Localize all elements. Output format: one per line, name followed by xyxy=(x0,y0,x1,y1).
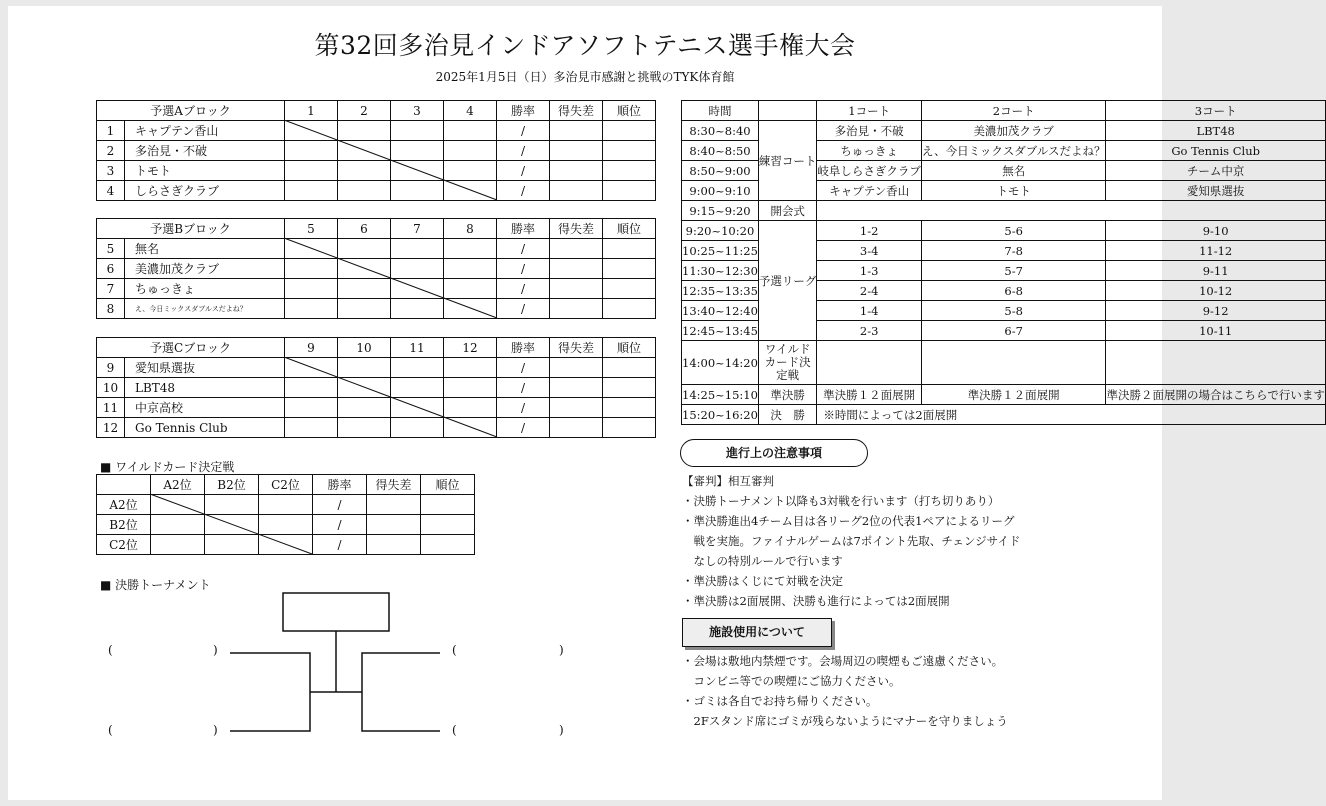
time-cell: 14:00~14:20 xyxy=(682,341,759,385)
court1-cell: 準決勝１２面展開 xyxy=(817,385,922,405)
opening-label: 開会式 xyxy=(758,201,817,221)
court3-cell: 10-11 xyxy=(1106,321,1325,341)
team-name: 無名 xyxy=(125,239,285,259)
note-item: なしの特別ルールで行います xyxy=(682,554,843,568)
court2-cell: 5-8 xyxy=(921,301,1106,321)
court2-header: 2コート xyxy=(921,101,1106,121)
court2-cell: 5-6 xyxy=(921,221,1106,241)
col-header: 8 xyxy=(444,219,497,239)
col-header: 3 xyxy=(391,101,444,121)
col-header: A2位 xyxy=(151,475,205,495)
time-cell: 15:20~16:20 xyxy=(682,405,759,425)
schedule-row xyxy=(682,201,1326,221)
win-rate-cell: / xyxy=(313,495,367,515)
court3-cell: 11-12 xyxy=(1106,241,1325,261)
time-cell: 10:25~11:25 xyxy=(682,241,759,261)
court2-cell: 6-8 xyxy=(921,281,1106,301)
block-name: 予選Bブロック xyxy=(97,219,285,239)
win-rate-cell: / xyxy=(497,141,550,161)
paren-open: ( xyxy=(108,723,113,737)
final-note: ※時間によっては2面展開 xyxy=(817,405,1325,425)
col-header: 5 xyxy=(285,219,338,239)
team-name: 多治見・不破 xyxy=(125,141,285,161)
note-item: ・決勝トーナメント以降も3対戦を行います（打ち切りあり） xyxy=(682,494,1000,508)
team-number: 8 xyxy=(97,299,125,319)
court1-cell: 1-4 xyxy=(817,301,922,321)
goal-diff-header: 得失差 xyxy=(550,101,603,121)
page-subtitle: 2025年1月5日（日）多治見市感謝と挑戦のTYK体育館 xyxy=(435,70,735,84)
court3-header: 3コート xyxy=(1106,101,1325,121)
row-label: A2位 xyxy=(97,495,151,515)
team-name: LBT48 xyxy=(125,378,285,398)
win-rate-cell: / xyxy=(497,121,550,141)
court2-cell: 7-8 xyxy=(921,241,1106,261)
team-number: 9 xyxy=(97,358,125,378)
paren-open: ( xyxy=(108,643,113,657)
paren-close: ) xyxy=(559,643,564,657)
court1-cell: 1-3 xyxy=(817,261,922,281)
schedule-row xyxy=(682,121,1326,141)
win-rate-header: 勝率 xyxy=(497,338,550,358)
facility-item: 2Fスタンド席にゴミが残らないようにマナーを守りましょう xyxy=(682,714,1008,728)
court1-cell: 岐阜しらさぎクラブ xyxy=(817,161,922,181)
team-number: 11 xyxy=(97,398,125,418)
team-number: 12 xyxy=(97,418,125,438)
semi-label: 準決勝 xyxy=(758,385,817,405)
referee-heading: 【審判】相互審判 xyxy=(682,474,774,488)
league-label: 予選リーグ xyxy=(758,221,817,341)
court2-cell: トモト xyxy=(921,181,1106,201)
col-header: 7 xyxy=(391,219,444,239)
team-number: 10 xyxy=(97,378,125,398)
practice-label: 練習コート xyxy=(758,121,817,201)
type-header xyxy=(758,101,817,121)
schedule-header xyxy=(682,101,1326,121)
win-rate-cell: / xyxy=(497,299,550,319)
team-name: ちゅっきょ xyxy=(125,279,285,299)
court2-cell: え、今日ミックスダブルスだよね？ xyxy=(921,141,1106,161)
team-name: え、今日ミックスダブルスだよね？ xyxy=(125,299,285,319)
col-header: C2位 xyxy=(259,475,313,495)
block-name: 予選Aブロック xyxy=(97,101,285,121)
court3-cell: 9-12 xyxy=(1106,301,1325,321)
win-rate-cell: / xyxy=(313,515,367,535)
time-header: 時間 xyxy=(682,101,759,121)
team-name: 美濃加茂クラブ xyxy=(125,259,285,279)
court2-cell: 無名 xyxy=(921,161,1106,181)
win-rate-cell: / xyxy=(497,378,550,398)
block-name: 予選Cブロック xyxy=(97,338,285,358)
time-cell: 8:50~9:00 xyxy=(682,161,759,181)
col-header: 6 xyxy=(338,219,391,239)
team-number: 5 xyxy=(97,239,125,259)
row-label: B2位 xyxy=(97,515,151,535)
note-item: 戦を実施。ファイナルゲームは7ポイント先取、チェンジサイド xyxy=(682,534,1021,548)
time-cell: 8:30~8:40 xyxy=(682,121,759,141)
facility-item: コンビニ等での喫煙にご協力ください。 xyxy=(682,674,901,688)
note-item: ・準決勝は2面展開、決勝も進行によっては2面展開 xyxy=(682,594,950,608)
facility-item: ・会場は敷地内禁煙です。会場周辺の喫煙もご遠慮ください。 xyxy=(682,654,1004,668)
court2-cell: 5-7 xyxy=(921,261,1106,281)
wildcard-heading: ■ ワイルドカード決定戦 xyxy=(100,460,235,474)
win-rate-header: 勝率 xyxy=(497,101,550,121)
court3-cell: 10-12 xyxy=(1106,281,1325,301)
rank-header: 順位 xyxy=(421,475,475,495)
rank-header: 順位 xyxy=(603,101,656,121)
paren-close: ) xyxy=(213,723,218,737)
court1-cell: 1-2 xyxy=(817,221,922,241)
time-cell: 12:35~13:35 xyxy=(682,281,759,301)
time-cell: 9:15~9:20 xyxy=(682,201,759,221)
schedule-row xyxy=(682,405,1326,425)
court1-cell: 2-4 xyxy=(817,281,922,301)
tournament-heading: ■ 決勝トーナメント xyxy=(100,578,211,592)
court1-cell: 3-4 xyxy=(817,241,922,261)
team-number: 3 xyxy=(97,161,125,181)
col-header: 9 xyxy=(285,338,338,358)
time-cell: 9:00~9:10 xyxy=(682,181,759,201)
notes-pill: 進行上の注意事項 xyxy=(680,439,868,467)
time-cell: 13:40~12:40 xyxy=(682,301,759,321)
win-rate-cell: / xyxy=(497,161,550,181)
court2-cell: 準決勝１２面展開 xyxy=(921,385,1106,405)
win-rate-header: 勝率 xyxy=(497,219,550,239)
time-cell: 8:40~8:50 xyxy=(682,141,759,161)
win-rate-cell: / xyxy=(497,181,550,201)
court1-cell: ちゅっきょ xyxy=(817,141,922,161)
paren-open: ( xyxy=(452,643,457,657)
time-cell: 12:45~13:45 xyxy=(682,321,759,341)
court2-cell: 6-7 xyxy=(921,321,1106,341)
team-number: 6 xyxy=(97,259,125,279)
row-label: C2位 xyxy=(97,535,151,555)
win-rate-cell: / xyxy=(497,418,550,438)
court3-cell: 9-10 xyxy=(1106,221,1325,241)
team-number: 2 xyxy=(97,141,125,161)
paren-close: ) xyxy=(559,723,564,737)
court3-cell: 9-11 xyxy=(1106,261,1325,281)
win-rate-cell: / xyxy=(497,398,550,418)
col-header: 10 xyxy=(338,338,391,358)
goal-diff-header: 得失差 xyxy=(550,338,603,358)
rank-header: 順位 xyxy=(603,219,656,239)
win-rate-cell: / xyxy=(497,259,550,279)
court3-cell: Go Tennis Club xyxy=(1106,141,1325,161)
court1-cell: 多治見・不破 xyxy=(817,121,922,141)
win-rate-header: 勝率 xyxy=(313,475,367,495)
page-title: 第32回多治見インドアソフトテニス選手権大会 xyxy=(314,31,856,60)
document-page xyxy=(8,6,1325,800)
team-number: 4 xyxy=(97,181,125,201)
notes-list xyxy=(682,471,1152,611)
win-rate-cell: / xyxy=(313,535,367,555)
team-name: トモト xyxy=(125,161,285,181)
paren-close: ) xyxy=(213,643,218,657)
team-number: 7 xyxy=(97,279,125,299)
court1-cell: キャプテン香山 xyxy=(817,181,922,201)
schedule-block xyxy=(681,100,1326,425)
team-name: 中京高校 xyxy=(125,398,285,418)
team-name: しらさぎクラブ xyxy=(125,181,285,201)
goal-diff-header: 得失差 xyxy=(367,475,421,495)
time-cell: 11:30~12:30 xyxy=(682,261,759,281)
time-cell: 9:20~10:20 xyxy=(682,221,759,241)
note-item: ・準決勝はくじにて対戦を決定 xyxy=(682,574,843,588)
court3-cell: 準決勝２面展開の場合はこちらで行います xyxy=(1106,385,1325,405)
col-header: 2 xyxy=(338,101,391,121)
schedule-row xyxy=(682,221,1326,241)
win-rate-cell: / xyxy=(497,358,550,378)
col-header: 12 xyxy=(444,338,497,358)
facility-item: ・ゴミは各自でお持ち帰りください。 xyxy=(682,694,878,708)
court3-cell: 愛知県選抜 xyxy=(1106,181,1325,201)
paren-open: ( xyxy=(452,723,457,737)
court1-cell: 2-3 xyxy=(817,321,922,341)
col-header: B2位 xyxy=(205,475,259,495)
goal-diff-header: 得失差 xyxy=(550,219,603,239)
col-header: 11 xyxy=(391,338,444,358)
final-label: 決 勝 xyxy=(758,405,817,425)
court1-header: 1コート xyxy=(817,101,922,121)
wildcard-label: ワイルドカード決定戦 xyxy=(758,341,817,385)
win-rate-cell: / xyxy=(497,239,550,259)
facility-label: 施設使用について xyxy=(682,618,832,647)
rank-header: 順位 xyxy=(603,338,656,358)
facility-list xyxy=(682,651,1152,731)
time-cell: 14:25~15:10 xyxy=(682,385,759,405)
team-number: 1 xyxy=(97,121,125,141)
schedule-table xyxy=(681,100,1326,425)
note-item: ・準決勝進出4チーム目は各リーグ2位の代表1ペアによるリーグ xyxy=(682,514,1015,528)
court2-cell: 美濃加茂クラブ xyxy=(921,121,1106,141)
win-rate-cell: / xyxy=(497,279,550,299)
court3-cell: LBT48 xyxy=(1106,121,1325,141)
col-header: 4 xyxy=(444,101,497,121)
col-header: 1 xyxy=(285,101,338,121)
team-name: Go Tennis Club xyxy=(125,418,285,438)
court3-cell: チーム中京 xyxy=(1106,161,1325,181)
schedule-row xyxy=(682,385,1326,405)
schedule-row xyxy=(682,341,1326,385)
team-name: キャプテン香山 xyxy=(125,121,285,141)
team-name: 愛知県選抜 xyxy=(125,358,285,378)
